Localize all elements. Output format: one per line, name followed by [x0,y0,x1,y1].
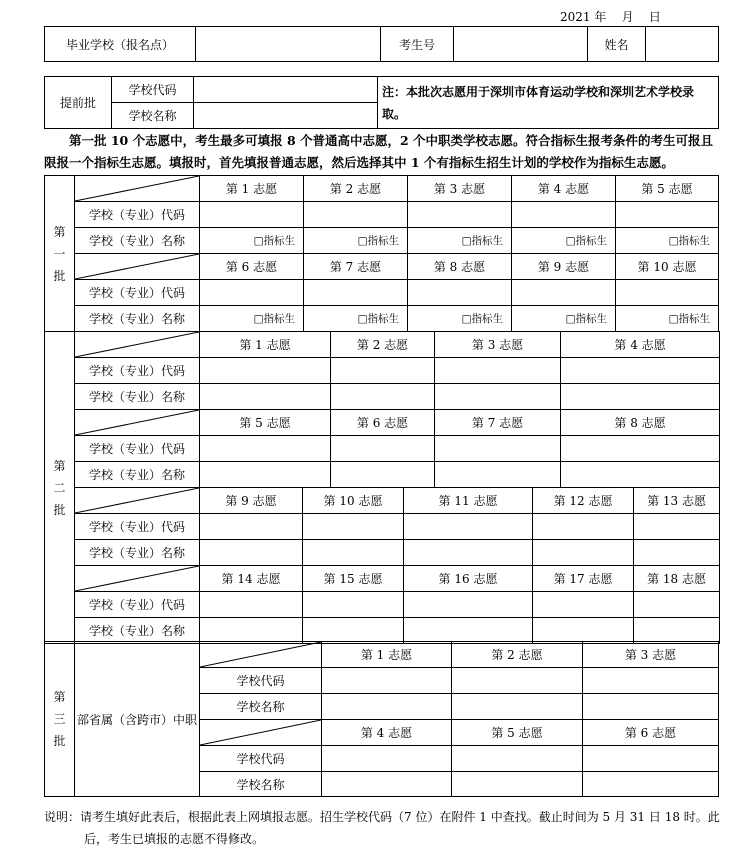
choice-header: 第 3 志愿 [408,176,512,202]
diagonal-header-cell [75,566,200,592]
school-name-field[interactable] [583,694,719,720]
school-name-label: 学校（专业）名称 [75,462,200,488]
school-name-field[interactable] [331,384,435,410]
diagonal-header-cell [200,720,322,746]
choice-header: 第 1 志愿 [322,642,452,668]
school-code-field[interactable] [200,514,303,540]
school-code-field[interactable] [200,358,331,384]
quota-student-checkbox[interactable]: □指标生 [408,228,512,254]
choice-header: 第 6 志愿 [583,720,719,746]
school-name-field[interactable] [404,618,533,644]
diagonal-header-cell [75,488,200,514]
school-name-field[interactable] [533,618,634,644]
early-name-label: 学校名称 [112,103,194,129]
school-name-field[interactable] [200,462,331,488]
form-date: 2021 年 月 日 [560,10,661,24]
school-code-label: 学校代码 [200,746,322,772]
school-code-label: 学校代码 [200,668,322,694]
school-name-field[interactable] [452,694,583,720]
school-name-label: 学校（专业）名称 [75,384,200,410]
choice-header: 第 9 志愿 [512,254,616,280]
school-code-field[interactable] [452,746,583,772]
choice-header: 第 10 志愿 [303,488,404,514]
diagonal-header-cell [75,410,200,436]
school-name-label: 学校（专业）名称 [75,306,200,332]
school-code-field[interactable] [404,592,533,618]
school-name-field[interactable] [200,618,303,644]
choice-header: 第 2 志愿 [452,642,583,668]
choice-header: 第 5 志愿 [616,176,719,202]
choice-header: 第 8 志愿 [408,254,512,280]
graduate-school-field[interactable] [196,27,381,62]
school-name-field[interactable] [533,540,634,566]
choice-header: 第 4 志愿 [322,720,452,746]
school-name-field[interactable] [404,540,533,566]
batch3-table [44,641,719,797]
footer-line-1: 说明：请考生填好此表后，根据此表上网填报志愿。招生学校代码（7 位）在附件 1 中查找。截止时间为 5 月 31 日 18 时。此 [44,810,720,824]
school-name-label: 学校名称 [200,772,322,797]
batch1-label-text: 第一批 [53,224,66,283]
school-name-field[interactable] [583,772,719,797]
choice-header: 第 5 志愿 [200,410,331,436]
school-code-field[interactable] [435,436,561,462]
choice-header: 第 4 志愿 [512,176,616,202]
school-code-field[interactable] [561,436,720,462]
school-name-label: 学校（专业）名称 [75,228,200,254]
choice-header: 第 13 志愿 [634,488,720,514]
school-code-field[interactable] [583,668,719,694]
school-code-field[interactable] [304,202,408,228]
footer-notes [44,806,720,850]
choice-header: 第 3 志愿 [583,642,719,668]
choice-header: 第 10 志愿 [616,254,719,280]
choice-header: 第 9 志愿 [200,488,303,514]
school-code-field[interactable] [533,592,634,618]
school-code-label: 学校（专业）代码 [75,280,200,306]
name-field[interactable] [646,27,719,62]
school-name-label: 学校（专业）名称 [75,618,200,644]
school-code-field[interactable] [616,202,719,228]
school-code-field[interactable] [408,202,512,228]
school-code-field[interactable] [452,668,583,694]
school-code-field[interactable] [200,280,304,306]
choice-header: 第 8 志愿 [561,410,720,436]
school-code-field[interactable] [435,358,561,384]
school-code-field[interactable] [408,280,512,306]
school-name-field[interactable] [634,540,720,566]
school-code-field[interactable] [200,436,331,462]
school-code-label: 学校（专业）代码 [75,358,200,384]
school-name-field[interactable] [200,384,331,410]
batch3-category-label: 部省属（含跨市）中职 [75,642,200,797]
school-code-field[interactable] [512,202,616,228]
school-name-label: 学校（专业）名称 [75,540,200,566]
school-code-field[interactable] [303,592,404,618]
school-code-label: 学校（专业）代码 [75,436,200,462]
school-code-field[interactable] [200,202,304,228]
quota-student-checkbox[interactable]: □指标生 [512,306,616,332]
choice-header: 第 2 志愿 [331,332,435,358]
school-code-field[interactable] [616,280,719,306]
graduate-school-label: 毕业学校（报名点） [45,27,196,62]
early-batch-note: 注：本批次志愿用于深圳市体育运动学校和深圳艺术学校录取。 [378,77,719,129]
early-batch-label: 提前批 [45,77,112,129]
school-code-field[interactable] [404,514,533,540]
choice-header: 第 18 志愿 [634,566,720,592]
name-label: 姓名 [588,27,646,62]
early-batch-table [44,76,719,129]
choice-header: 第 4 志愿 [561,332,720,358]
school-code-field[interactable] [322,746,452,772]
choice-header: 第 11 志愿 [404,488,533,514]
exam-number-label: 考生号 [381,27,454,62]
info-table [44,26,719,62]
school-code-field[interactable] [512,280,616,306]
school-name-field[interactable] [200,540,303,566]
school-code-field[interactable] [304,280,408,306]
school-code-field[interactable] [331,358,435,384]
choice-header: 第 15 志愿 [303,566,404,592]
school-name-label: 学校名称 [200,694,322,720]
choice-header: 第 6 志愿 [331,410,435,436]
school-code-field[interactable] [533,514,634,540]
diagonal-header-cell [75,332,200,358]
quota-student-checkbox[interactable]: □指标生 [512,228,616,254]
footer-line-2: 后，考生已填报的志愿不得修改。 [84,832,265,846]
school-name-field[interactable] [303,618,404,644]
batch2-table [44,331,720,644]
batch2-label [45,332,75,644]
school-code-field[interactable] [561,358,720,384]
choice-header: 第 7 志愿 [304,254,408,280]
diagonal-header-cell [200,642,322,668]
quota-student-checkbox[interactable]: □指标生 [304,306,408,332]
early-code-field[interactable] [194,77,378,103]
school-code-field[interactable] [634,514,720,540]
choice-header: 第 16 志愿 [404,566,533,592]
choice-header: 第 12 志愿 [533,488,634,514]
school-code-field[interactable] [322,668,452,694]
school-code-field[interactable] [331,436,435,462]
batch1-table [44,175,719,332]
batch1-label [45,176,75,332]
choice-header: 第 7 志愿 [435,410,561,436]
choice-header: 第 1 志愿 [200,176,304,202]
school-name-field[interactable] [322,694,452,720]
school-code-label: 学校（专业）代码 [75,514,200,540]
quota-student-checkbox[interactable]: □指标生 [304,228,408,254]
school-name-field[interactable] [331,462,435,488]
early-code-label: 学校代码 [112,77,194,103]
choice-header: 第 5 志愿 [452,720,583,746]
school-code-label: 学校（专业）代码 [75,202,200,228]
choice-header: 第 14 志愿 [200,566,303,592]
batch3-label [45,642,75,797]
school-name-field[interactable] [452,772,583,797]
batch2-label-text: 第二批 [53,458,66,517]
exam-number-field[interactable] [454,27,588,62]
school-name-field[interactable] [634,618,720,644]
quota-student-checkbox[interactable]: □指标生 [616,228,719,254]
early-name-field[interactable] [194,103,378,129]
quota-student-checkbox[interactable]: □指标生 [200,306,304,332]
school-code-field[interactable] [303,514,404,540]
choice-header: 第 6 志愿 [200,254,304,280]
diagonal-header-cell [75,176,200,202]
choice-header: 第 17 志愿 [533,566,634,592]
diagonal-header-cell [75,254,200,280]
quota-student-checkbox[interactable]: □指标生 [408,306,512,332]
school-name-field[interactable] [561,462,720,488]
school-code-label: 学校（专业）代码 [75,592,200,618]
choice-header: 第 3 志愿 [435,332,561,358]
school-name-field[interactable] [435,384,561,410]
quota-student-checkbox[interactable]: □指标生 [200,228,304,254]
batch1-instructions: 第一批 10 个志愿中，考生最多可填报 8 个普通高中志愿，2 个中职类学校志愿。符合指标生报考条件的考生可报且限报一个指标生志愿。填报时，首先填报普通志愿，然后选择其中 1 个有指标生招生计划的学校作为指标生志愿。 [44,133,714,170]
choice-header: 第 2 志愿 [304,176,408,202]
quota-student-checkbox[interactable]: □指标生 [616,306,719,332]
school-name-field[interactable] [322,772,452,797]
choice-header: 第 1 志愿 [200,332,331,358]
school-name-field[interactable] [435,462,561,488]
school-code-field[interactable] [583,746,719,772]
school-code-field[interactable] [634,592,720,618]
school-name-field[interactable] [303,540,404,566]
school-name-field[interactable] [561,384,720,410]
batch3-label-text: 第三批 [53,690,66,748]
school-code-field[interactable] [200,592,303,618]
